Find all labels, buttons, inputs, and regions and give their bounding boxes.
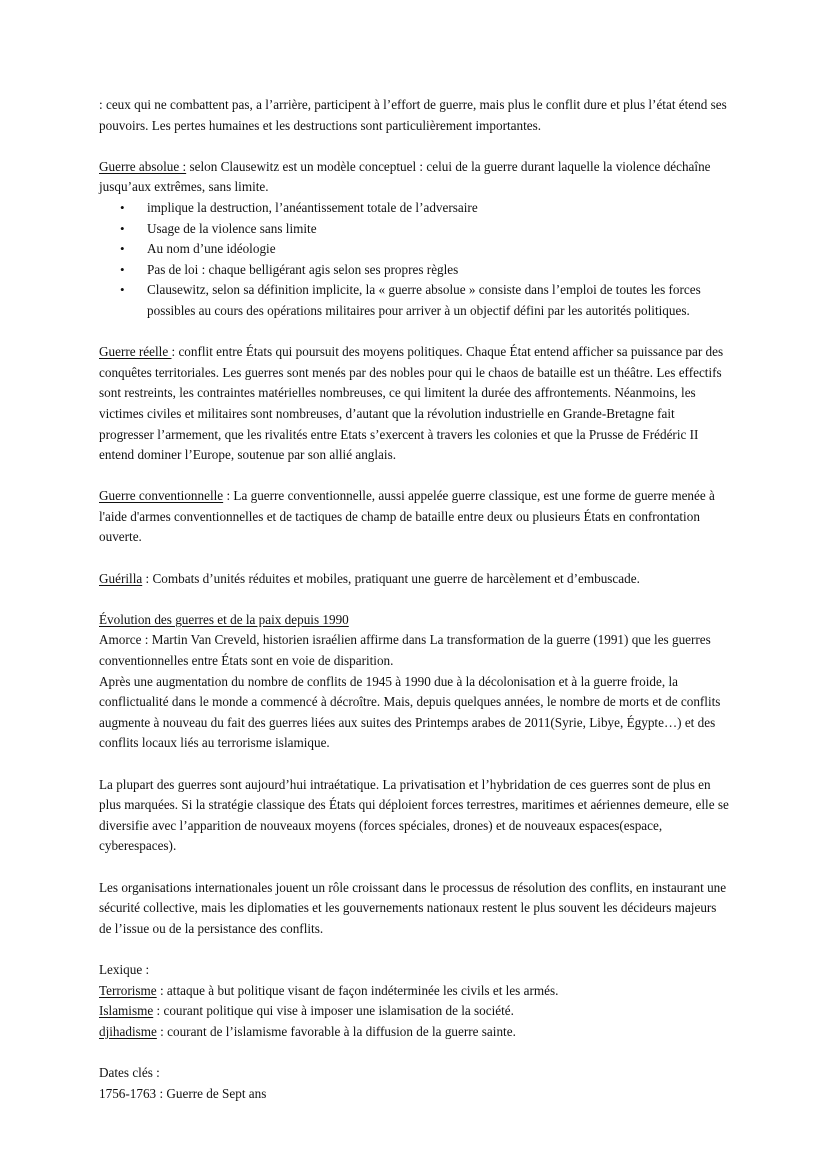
guerre-absolue-text: selon Clausewitz est un modèle conceptuel : celui de la guerre durant laquelle la violence déchaîne jusqu’aux extrêmes, sans limite. (99, 158, 711, 195)
evolution-paragraph-3: Les organisations internationales jouent un rôle croissant dans le processus de résolution des conflits, en instaurant une sécurité collective, mais les diplomaties et les gouvernements nationaux restent le plus souvent les décideurs majeurs de l’issue ou de la persistance des conflits. (99, 879, 727, 936)
list-item: • Usage de la violence sans limite (147, 219, 729, 240)
section-title (99, 610, 729, 631)
lexique-term: Islamisme (99, 1003, 154, 1019)
evolution-paragraph-1: Après une augmentation du nombre de conflits de 1945 à 1990 due à la décolonisation et à la guerre froide, la conflictualité dans le monde a commencé à décroître. Mais, depuis quelques années, le nombre de morts et de conflits augmente à nouveau du fait des guerres liées aux suites des Printemps arabes de 2011(Syrie, Libye, Égypte…) et des conflits locaux liés au terrorisme islamique. (99, 673, 721, 751)
evolution-title: Évolution des guerres et de la paix depuis 1990 (99, 611, 349, 627)
lexique-term: djihadisme (99, 1023, 157, 1039)
lexique-definition: : attaque à but politique visant de façon indéterminée les civils et les armés. (156, 982, 559, 998)
list-item: • Au nom d’une idéologie (147, 239, 729, 260)
guerre-reelle-definition (99, 342, 729, 466)
lexique-entry (99, 1022, 729, 1043)
guerre-absolue-definition (99, 157, 729, 198)
guerre-conventionnelle-definition (99, 486, 729, 548)
guerre-reelle-text: : conflit entre États qui poursuit des moyens politiques. Chaque État entend afficher sa puissance par des conquêtes territoriales. Les guerres sont menés par des nobles pour qui le chaos de bataille est un théâtre. Les effectifs sont restreints, les contraintes matérielles nombreuses, ce qui limitent la durée des affrontements. Néanmoins, les victimes civiles et militaires sont nombreuses, d’autant que la révolution industrielle en Grande-Bretagne fait progresser l’armement, que les rivalités entre Etats s’exercent à travers les colonies et que la Prusse de Frédéric II entend dominer l’Europe, soutenue par son allié anglais. (99, 344, 724, 463)
guerre-conventionnelle-term: Guerre conventionnelle (99, 488, 224, 504)
dates-heading: Dates clés : (99, 1064, 160, 1080)
lexique-term: Terrorisme (99, 982, 157, 998)
guerre-absolue-term: Guerre absolue : (99, 158, 187, 174)
guerre-reelle-term: Guerre réelle (99, 344, 172, 360)
date-entry: 1756-1763 : Guerre de Sept ans (99, 1085, 267, 1101)
guerilla-definition (99, 569, 729, 590)
lexique-entry (99, 981, 729, 1002)
guerilla-term: Guérilla (99, 570, 143, 586)
lexique-definition: : courant de l’islamisme favorable à la diffusion de la guerre sainte. (156, 1023, 516, 1039)
list-item: • implique la destruction, l’anéantissement totale de l’adversaire (147, 198, 729, 219)
lexique-definition: : courant politique qui vise à imposer une islamisation de la société. (153, 1003, 514, 1019)
list-item: • Clausewitz, selon sa définition implicite, la « guerre absolue » consiste dans l’emploi de toutes les forces possibles au cours des opérations militaires pour arriver à un objectif défini par les autorités politiques. (147, 280, 729, 321)
evolution-paragraph-2: La plupart des guerres sont aujourd’hui intraétatique. La privatisation et l’hybridation de ces guerres sont de plus en plus marquées. Si la stratégie classique des États qui déploient forces terrestres, maritimes et aériennes demeure, elle se diversifie avec l’apparition de nouveaux moyens (forces spéciales, drones) et de nouveaux espaces(espace, cyberespaces). (99, 776, 729, 854)
amorce-paragraph: Amorce : Martin Van Creveld, historien israélien affirme dans La transformation de la guerre (1991) que les guerres conventionnelles entre États sont en voie de disparition. (99, 632, 711, 669)
guerilla-text: : Combats d’unités réduites et mobiles, pratiquant une guerre de harcèlement et d’embuscade. (142, 570, 640, 586)
intro-paragraph: : ceux qui ne combattent pas, a l’arrière, participent à l’effort de guerre, mais plus le conflit dure et plus l’état étend ses pouvoirs. Les pertes humaines et les destructions sont particulièrement importantes. (99, 97, 727, 133)
document-page (99, 95, 729, 1104)
guerre-conventionnelle-text: : La guerre conventionnelle, aussi appelée guerre classique, est une forme de guerre menée à l'aide d'armes conventionnelles et de tactiques de champ de bataille entre deux ou plusieurs États en confrontation ouverte. (99, 488, 715, 545)
lexique-entry (99, 1001, 729, 1022)
guerre-absolue-list (99, 198, 729, 322)
lexique-heading: Lexique : (99, 961, 150, 977)
list-item: • Pas de loi : chaque belligérant agis selon ses propres règles (147, 260, 729, 281)
